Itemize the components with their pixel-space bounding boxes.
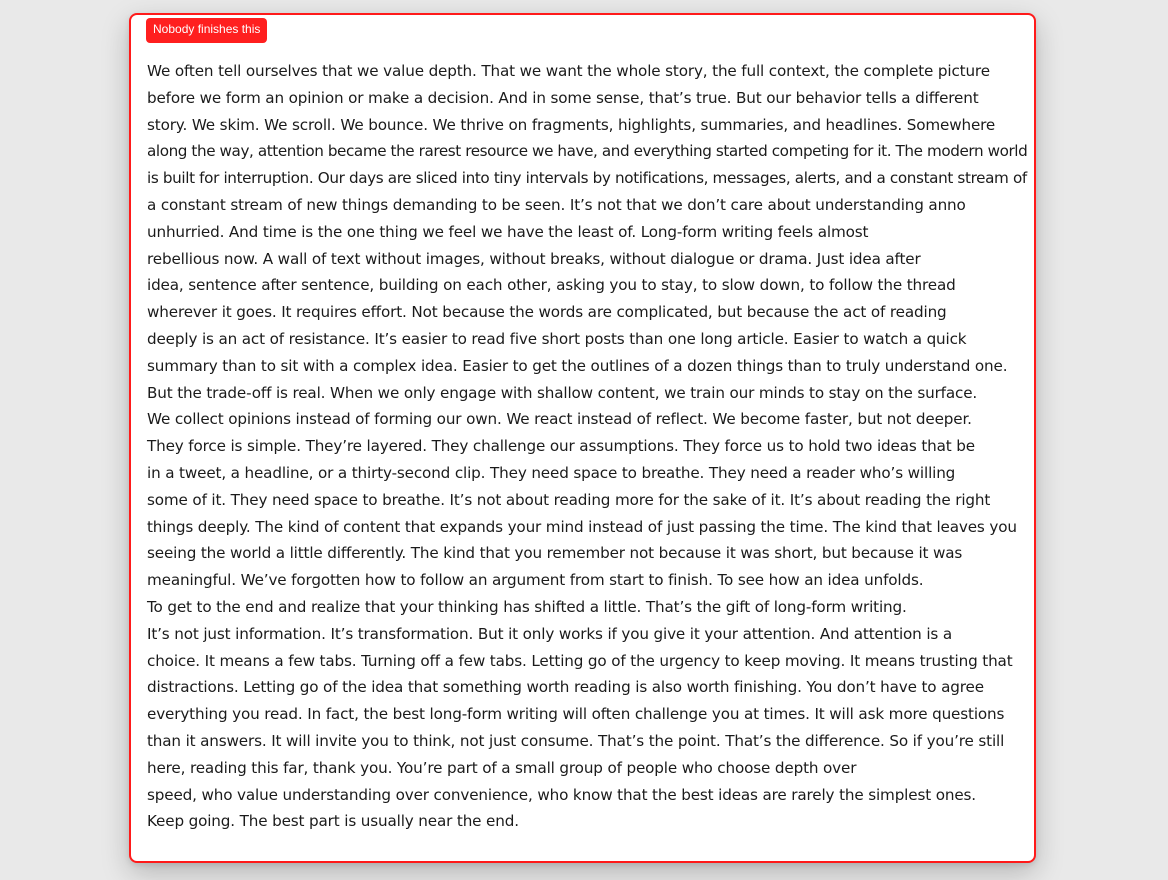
article-body: [147, 58, 1027, 835]
text-line: wherever it goes. It requires effort. Not because the words are complicated, but because the act of reading: [147, 303, 947, 322]
text-line: summary than to sit with a complex idea. Easier to get the outlines of a dozen things than to truly understand one.: [147, 356, 1008, 375]
text-line: seeing the world a little differently. The kind that you remember not because it was short, but because it was: [147, 544, 963, 563]
text-line: They force is simple. They’re layered. They challenge our assumptions. They force us to hold two ideas that be: [147, 437, 975, 456]
text-line: everything you read. In fact, the best long-form writing will often challenge you at times. It will ask more questions: [147, 705, 1005, 724]
title-badge: Nobody finishes this: [146, 18, 267, 43]
text-line: meaningful. We’ve forgotten how to follow an argument from start to finish. To see how an idea unfolds.: [147, 571, 924, 590]
text-line: before we form an opinion or make a decision. And in some sense, that’s true. But our behavior tells a different: [147, 88, 979, 107]
text-line: is built for interruption. Our days are sliced into tiny intervals by notifications, messages, alerts, and a constant stream of: [147, 169, 1027, 188]
text-line: along the way, attention became the rarest resource we have, and everything started competing for it. The modern world: [147, 142, 1028, 161]
text-line: We collect opinions instead of forming our own. We react instead of reflect. We become faster, but not deeper.: [147, 410, 972, 429]
text-line: things deeply. The kind of content that expands your mind instead of just passing the time. The kind that leaves you: [147, 517, 1017, 536]
text-line: Keep going. The best part is usually near the end.: [147, 812, 519, 831]
text-line: To get to the end and realize that your thinking has shifted a little. That’s the gift of long-form writing.: [147, 597, 907, 616]
text-line: choice. It means a few tabs. Turning off a few tabs. Letting go of the urgency to keep moving. It means trusting that: [147, 651, 1013, 670]
article-card: [129, 13, 1036, 863]
text-line: distractions. Letting go of the idea that something worth reading is also worth finishing. You don’t have to agree: [147, 678, 984, 697]
text-line: But the trade-off is real. When we only engage with shallow content, we train our minds to stay on the surface.: [147, 383, 978, 402]
text-line: here, reading this far, thank you. You’re part of a small group of people who choose depth over: [147, 758, 857, 777]
text-line: unhurried. And time is the one thing we feel we have the least of. Long-form writing feels almost: [147, 222, 869, 241]
text-line: story. We skim. We scroll. We bounce. We thrive on fragments, highlights, summaries, and headlines. Somewhere: [147, 115, 996, 134]
text-line: than it answers. It will invite you to think, not just consume. That’s the point. That’s the difference. So if you’re still: [147, 731, 1005, 750]
text-line: speed, who value understanding over convenience, who know that the best ideas are rarely the simplest ones.: [147, 785, 976, 804]
text-line: a constant stream of new things demanding to be seen. It’s not that we don’t care about understanding anno: [147, 195, 966, 214]
text-line: some of it. They need space to breathe. It’s not about reading more for the sake of it. It’s about reading the right: [147, 490, 991, 509]
text-line: rebellious now. A wall of text without images, without breaks, without dialogue or drama. Just idea after: [147, 249, 921, 268]
text-line: deeply is an act of resistance. It’s easier to read five short posts than one long article. Easier to watch a quick: [147, 329, 967, 348]
text-line: It’s not just information. It’s transformation. But it only works if you give it your attention. And attention is a: [147, 624, 953, 643]
text-line: idea, sentence after sentence, building on each other, asking you to stay, to slow down, to follow the thread: [147, 276, 956, 295]
text-line: We often tell ourselves that we value depth. That we want the whole story, the full context, the complete picture: [147, 62, 990, 80]
text-line: in a tweet, a headline, or a thirty-second clip. They need space to breathe. They need a reader who’s willing: [147, 463, 956, 482]
